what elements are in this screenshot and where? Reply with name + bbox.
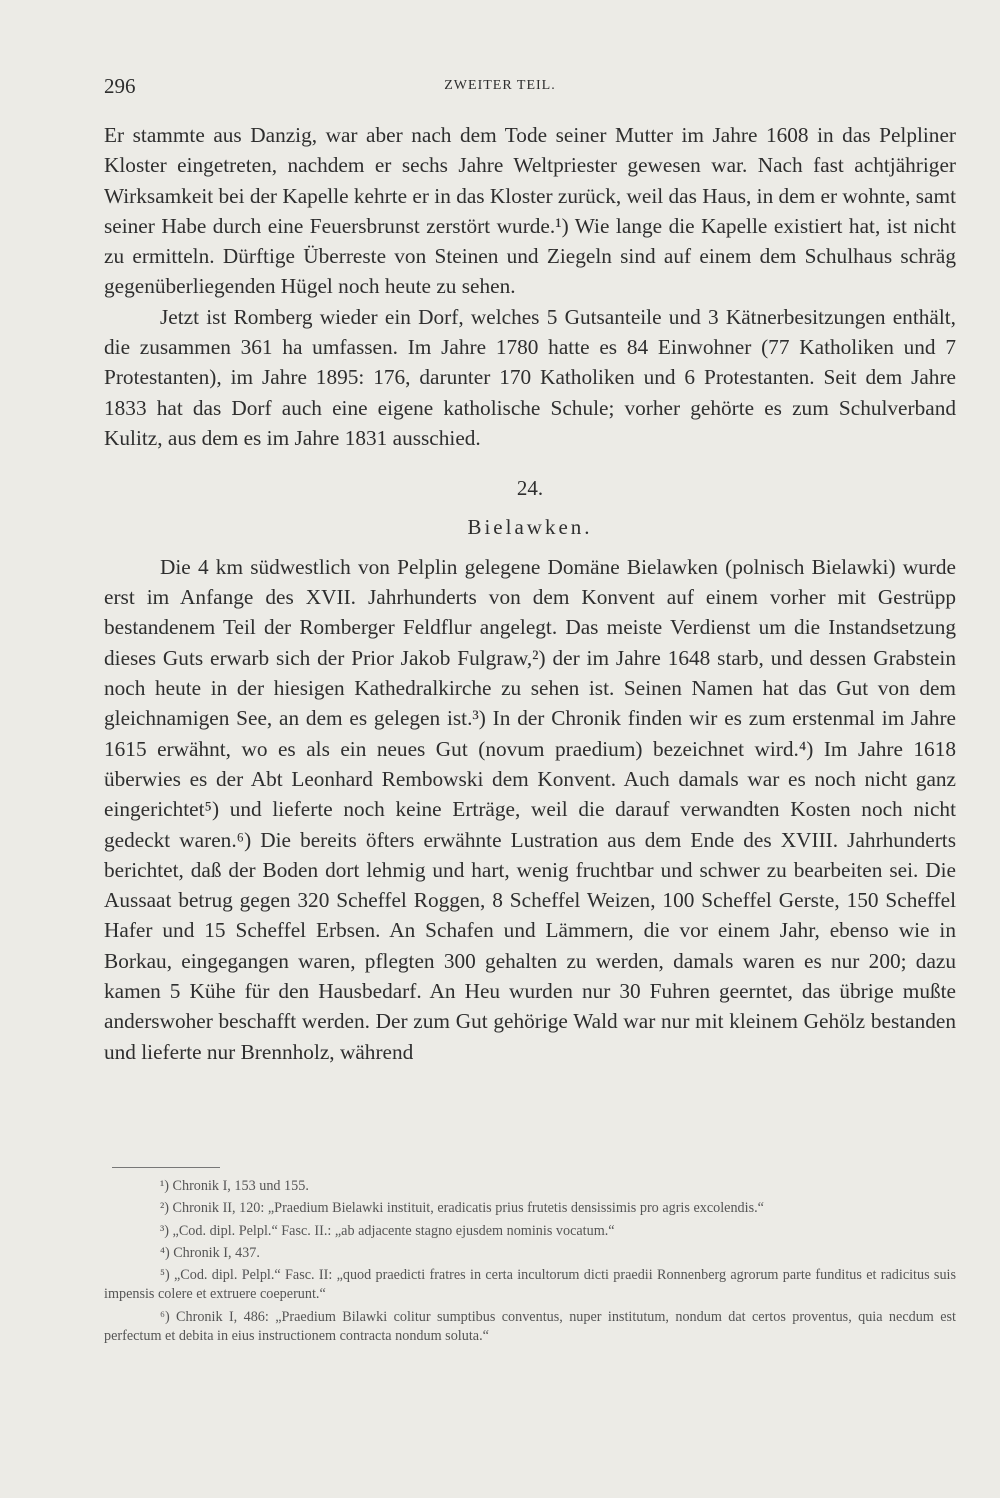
section-number: 24. (516, 476, 544, 501)
footnotes (104, 1177, 956, 1349)
paragraph: Jetzt ist Romberg wieder ein Dorf, welches 5 Gutsanteile und 3 Kätnerbesitzungen enthält, die zusammen 361 ha umfassen. Im Jahre 1780 hatte es 84 Einwohner (77 Katholiken und 7 Protestanten), im Jahre 1895: 176, darunter 170 Katholiken und 6 Protestanten. Seit dem Jahre 1833 hat das Dorf auch eine eigene katholische Schule; vorher gehörte es zum Schulverband Kulitz, aus dem es im Jahre 1831 ausschied. (104, 304, 956, 450)
footnote: ³) „Cod. dipl. Pelpl.“ Fasc. II.: „ab adjacente stagno ejusdem nominis vocatum.“ (160, 1222, 615, 1239)
paragraph: Die 4 km südwestlich von Pelplin gelegene Domäne Bielawken (polnisch Bielawki) wurde erst im Anfange des XVII. Jahrhunderts von dem Konvent auf einem vorher mit Gestrüpp bestandenem Teil der Romberger Feldflur angelegt. Das meiste Verdienst um die Instandsetzung dieses Guts erwarb sich der Prior Jakob Fulgraw,²) der im Jahre 1648 starb, und dessen Grabstein noch heute in der hiesigen Kathedralkirche zu sehen ist. Seinen Namen hat das Gut von dem gleichnamigen See, an dem es gelegen ist.³) In der Chronik finden wir es zum erstenmal im Jahre 1615 erwähnt, wo es als ein neues Gut (novum praedium) bezeichnet wird.⁴) Im Jahre 1618 überwies es der Abt Leonhard Rembowski dem Konvent. Auch damals war es noch nicht ganz eingerichtet⁵) und lieferte noch keine Erträge, weil die darauf verwandten Kosten noch nicht gedeckt waren.⁶) Die bereits öfters erwähnte Lustration aus dem Ende des XVIII. Jahrhunderts berichtet, daß der Boden dort lehmig und hart, wenig fruchtbar und schwer zu bearbeiten sei. Die Aussaat betrug gegen 320 Scheffel Roggen, 8 Scheffel Weizen, 100 Scheffel Gerste, 150 Scheffel Hafer und 15 Scheffel Erbsen. An Schafen und Lämmern, die vor einem Jahr, ebenso wie in Borkau, eingegangen waren, pflegten 300 gehalten zu werden, damals waren es nur 200; dazu kamen 5 Kühe für den Hausbedarf. An Heu wurden nur 30 Fuhren geerntet, das übrige mußte anderswoher beschafft werden. Der zum Gut gehörige Wald war nur mit kleinem Gehölz bestanden und lieferte nur Brennholz, während (104, 554, 956, 1064)
page-number: 296 (104, 74, 136, 98)
section-title: Bielawken. (467, 514, 593, 539)
footnote: ²) Chronik II, 120: „Praedium Bielawki instituit, eradicatis prius frutetis densissimis pro agris excolendis.“ (160, 1200, 764, 1217)
footnote-separator (112, 1167, 220, 1168)
footnote: ⁴) Chronik I, 437. (160, 1244, 260, 1261)
body-text (104, 120, 956, 1067)
running-head: ZWEITER TEIL. (444, 78, 556, 93)
footnote: ¹) Chronik I, 153 und 155. (160, 1178, 309, 1194)
footnote: ⁶) Chronik I, 486: „Praedium Bilawki colitur sumptibus conventus, nuper institutum, nondum dat certos proventus, quia necdum est perfectum et debita in eius instructionem contracta nondum soluta.“ (104, 1308, 956, 1345)
page-header (104, 74, 896, 104)
footnote: ⁵) „Cod. dipl. Pelpl.“ Fasc. II: „quod praedicti fratres in certa incultorum dicti praedii Ronnenberg agrorum parte funditus et radicitus suis impensis colere et extruere coeperunt.“ (104, 1267, 956, 1303)
paragraph: Er stammte aus Danzig, war aber nach dem Tode seiner Mutter im Jahre 1608 in das Pelpliner Kloster eingetreten, nachdem er sechs Jahre Weltpriester gewesen war. Nach fast achtjähriger Wirksamkeit bei der Kapelle kehrte er in das Kloster zurück, weil das Haus, in dem er wohnte, samt seiner Habe durch eine Feuersbrunst zerstört wurde.¹) Wie lange die Kapelle existiert hat, ist nicht zu ermitteln. Dürftige Überreste von Steinen und Ziegeln sind auf einem dem Schulhaus schräg gegenüberliegenden Hügel noch heute zu sehen. (104, 123, 956, 299)
